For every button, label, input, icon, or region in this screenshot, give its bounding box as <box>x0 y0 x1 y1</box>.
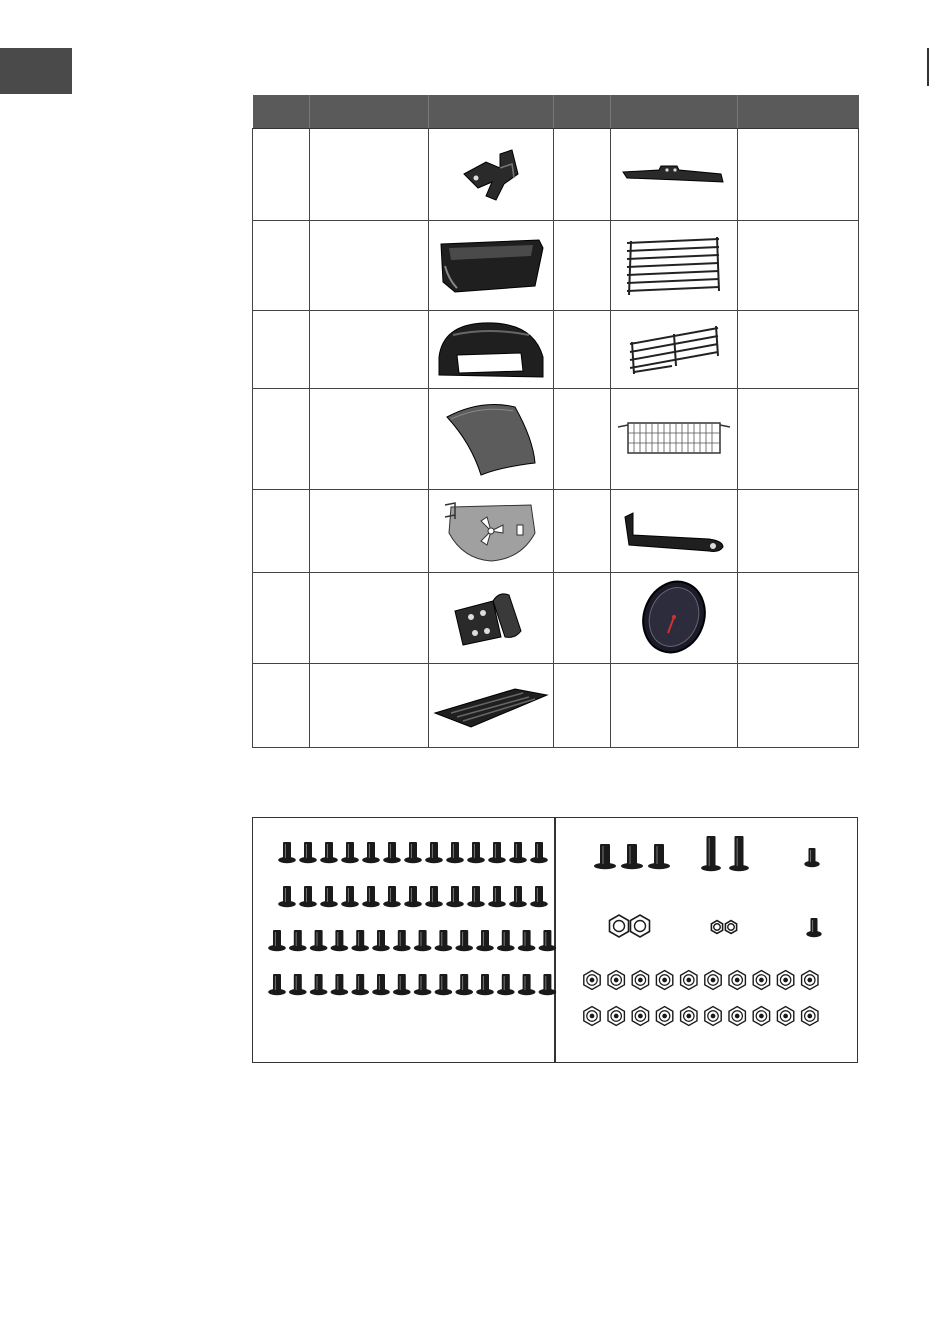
cell-image <box>611 311 738 389</box>
cell-image <box>429 221 554 311</box>
cell-image <box>429 129 554 221</box>
air-damper-icon <box>441 497 541 565</box>
bolt-icon <box>488 842 506 863</box>
header-no-right <box>554 95 611 129</box>
cell-image <box>429 573 554 664</box>
bolt-icon <box>467 886 485 907</box>
bolt-icon <box>289 974 307 995</box>
bolt-icon <box>530 842 548 863</box>
bolt-icon <box>497 974 515 995</box>
bolt-icon <box>383 886 401 907</box>
washer-icon <box>729 971 745 990</box>
bolt-icon <box>476 974 494 995</box>
bolt-icon <box>278 886 296 907</box>
nut-icon <box>725 921 736 934</box>
washer-icon <box>753 971 769 990</box>
grill-grate-icon <box>619 233 729 299</box>
bolt-icon <box>806 918 821 937</box>
bolt-icon <box>393 974 411 995</box>
table-row <box>253 389 859 490</box>
washer-icon <box>608 971 624 990</box>
nut-icon <box>610 915 629 937</box>
washer-icon <box>656 1007 672 1026</box>
washer-icon <box>632 1007 648 1026</box>
bolt-icon <box>341 842 359 863</box>
bolt-icon <box>268 974 286 995</box>
header-image-right <box>611 95 738 129</box>
fire-box-icon <box>435 236 547 296</box>
hinge-icon <box>449 587 533 649</box>
bolt-icon <box>278 842 296 863</box>
bolt-icon <box>488 886 506 907</box>
bolt-icon <box>509 886 527 907</box>
bolt-icon <box>320 842 338 863</box>
cell-no <box>554 664 611 748</box>
language-tab <box>0 48 72 94</box>
cell-no <box>554 129 611 221</box>
parts-table <box>252 95 859 748</box>
cell-image <box>429 664 554 748</box>
washer-icon <box>584 1007 600 1026</box>
bolt-icon <box>299 842 317 863</box>
cell-no <box>253 573 310 664</box>
cell-image <box>429 311 554 389</box>
hardware-drawing <box>253 818 857 1062</box>
bolt-icon <box>530 886 548 907</box>
bolt-icon <box>518 974 536 995</box>
table-row <box>253 573 859 664</box>
cell-image <box>429 389 554 490</box>
cell-no <box>253 129 310 221</box>
header-no-left <box>253 95 310 129</box>
bolt-icon <box>310 930 328 951</box>
washer-icon <box>753 1007 769 1026</box>
bolt-icon <box>648 844 670 869</box>
washer-icon <box>729 1007 745 1026</box>
washer-icon <box>584 971 600 990</box>
cell-qty <box>738 221 859 311</box>
bolt-icon <box>404 842 422 863</box>
cell-no <box>554 573 611 664</box>
bolt-icon <box>467 842 485 863</box>
cell-image <box>611 221 738 311</box>
bolt-icon <box>362 886 380 907</box>
bolt-icon <box>435 930 453 951</box>
cell-no <box>253 311 310 389</box>
cell-no <box>554 389 611 490</box>
bolt-icon <box>372 974 390 995</box>
bolt-icon <box>539 974 557 995</box>
cell-name <box>310 389 429 490</box>
bolt-icon <box>455 930 473 951</box>
washer-icon <box>608 1007 624 1026</box>
bolt-icon <box>362 842 380 863</box>
bolt-icon <box>446 886 464 907</box>
parts-table-header <box>253 95 859 129</box>
bolt-icon <box>701 836 721 871</box>
header-qty-right <box>738 95 859 129</box>
header-image-left <box>429 95 554 129</box>
cell-no <box>554 221 611 311</box>
cell-image <box>611 389 738 490</box>
washer-icon <box>705 1007 721 1026</box>
bolt-icon <box>331 974 349 995</box>
cell-qty <box>738 311 859 389</box>
cell-no <box>554 490 611 573</box>
bolt-icon <box>476 930 494 951</box>
washer-icon <box>632 971 648 990</box>
bolt-icon <box>594 844 616 869</box>
bolt-icon <box>497 930 515 951</box>
bolt-icon <box>729 836 749 871</box>
bolt-icon <box>331 930 349 951</box>
bolt-icon <box>320 886 338 907</box>
page-edge-mark <box>927 48 929 86</box>
bolt-icon <box>425 886 443 907</box>
bolt-icon <box>804 848 819 867</box>
charcoal-tray-icon <box>431 679 551 733</box>
handle-bracket-icon <box>619 509 729 553</box>
washer-icon <box>656 971 672 990</box>
table-row <box>253 490 859 573</box>
bolt-icon <box>351 930 369 951</box>
cell-no <box>253 490 310 573</box>
warming-rack-icon <box>614 417 734 461</box>
bolt-icon <box>351 974 369 995</box>
bracket-icon <box>456 144 526 206</box>
support-bar-icon <box>619 160 729 190</box>
bolt-icon <box>425 842 443 863</box>
table-row <box>253 664 859 748</box>
bolt-icon <box>621 844 643 869</box>
bolt-icon <box>455 974 473 995</box>
bolt-icon <box>518 930 536 951</box>
cell-qty <box>738 664 859 748</box>
cell-name <box>310 129 429 221</box>
nut-icon <box>631 915 650 937</box>
washer-icon <box>705 971 721 990</box>
header-name-left <box>310 95 429 129</box>
nut-icon <box>711 921 722 934</box>
washer-icon <box>802 971 818 990</box>
washer-icon <box>777 1007 793 1026</box>
cell-name <box>310 490 429 573</box>
cell-name <box>310 311 429 389</box>
cell-name <box>310 664 429 748</box>
cell-image <box>611 490 738 573</box>
washer-icon <box>777 971 793 990</box>
cell-qty <box>738 573 859 664</box>
bolt-icon <box>404 886 422 907</box>
bolt-icon <box>341 886 359 907</box>
heat-baffle-icon <box>441 399 541 479</box>
cell-qty <box>738 490 859 573</box>
cell-name <box>310 221 429 311</box>
bolt-icon <box>435 974 453 995</box>
bolt-icon <box>372 930 390 951</box>
bolt-icon <box>299 886 317 907</box>
cell-no <box>554 311 611 389</box>
thermometer-icon <box>634 577 714 659</box>
table-row <box>253 221 859 311</box>
bolt-icon <box>268 930 286 951</box>
bolt-icon <box>539 930 557 951</box>
charcoal-grate-icon <box>624 322 724 378</box>
bolt-icon <box>414 974 432 995</box>
hardware-panel <box>252 817 858 1063</box>
cell-image <box>611 129 738 221</box>
table-row <box>253 311 859 389</box>
cell-image <box>611 664 738 748</box>
cell-no <box>253 389 310 490</box>
bolt-icon <box>393 930 411 951</box>
bolt-icon <box>383 842 401 863</box>
bolt-icon <box>414 930 432 951</box>
cell-image <box>429 490 554 573</box>
cell-no <box>253 664 310 748</box>
washer-icon <box>681 971 697 990</box>
table-row <box>253 129 859 221</box>
cell-name <box>310 573 429 664</box>
cell-image <box>611 573 738 664</box>
washer-icon <box>681 1007 697 1026</box>
cell-qty <box>738 129 859 221</box>
bolt-icon <box>509 842 527 863</box>
cell-no <box>253 221 310 311</box>
cell-qty <box>738 389 859 490</box>
bolt-icon <box>289 930 307 951</box>
washer-icon <box>802 1007 818 1026</box>
fire-box-lid-icon <box>433 317 549 383</box>
bolt-icon <box>310 974 328 995</box>
bolt-icon <box>446 842 464 863</box>
